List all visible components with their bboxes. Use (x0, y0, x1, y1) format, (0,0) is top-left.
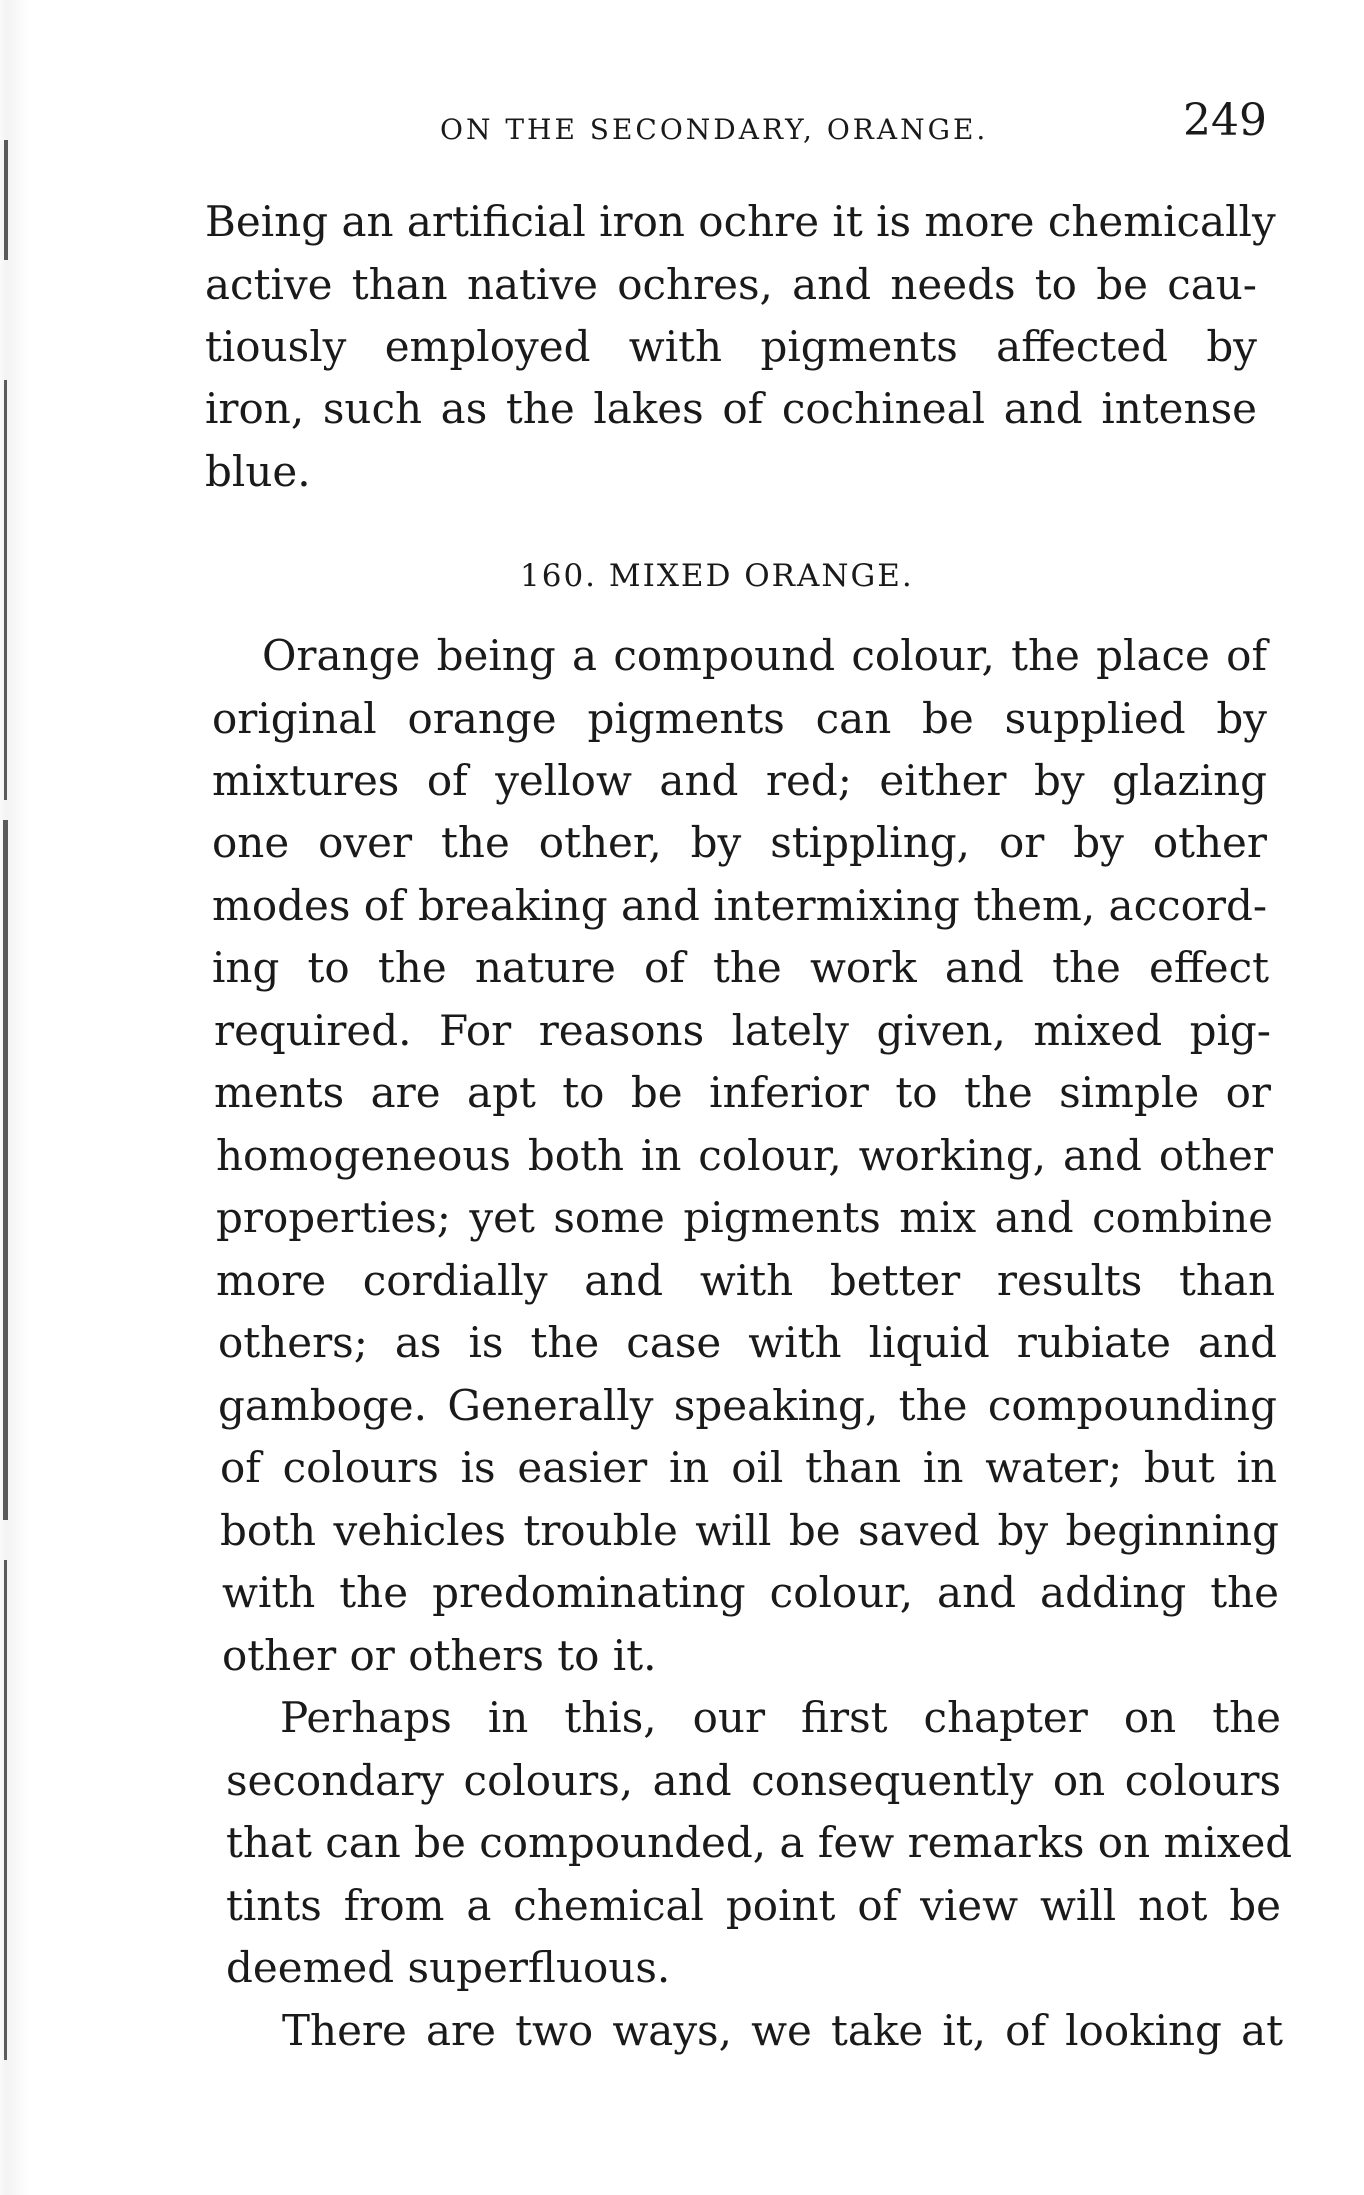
text-line: iron, such as the lakes of cochineal and intense (205, 384, 1257, 433)
text-line: original orange pigments can be supplied by (212, 694, 1267, 743)
text-line: secondary colours, and consequently on colours (226, 1756, 1281, 1805)
text-line: homogeneous both in colour, working, and other (216, 1131, 1273, 1180)
text-line: deemed superfluous. (226, 1943, 671, 1992)
text-line: that can be compounded, a few remarks on mixed (226, 1818, 1293, 1867)
text-line: blue. (205, 447, 311, 496)
text-line: properties; yet some pigments mix and combine (216, 1193, 1273, 1242)
text-line: Perhaps in this, our first chapter on the (280, 1693, 1281, 1742)
binding-shadow (4, 1560, 7, 2060)
text-line: Orange being a compound colour, the place of (262, 631, 1267, 680)
text-line: with the predominating colour, and adding the (222, 1568, 1279, 1617)
text-line: tints from a chemical point of view will not be (226, 1881, 1281, 1930)
text-line: more cordially and with better results than (216, 1256, 1275, 1305)
section-heading: 160. MIXED ORANGE. (520, 558, 914, 594)
text-line: of colours is easier in oil than in water; but in (220, 1443, 1277, 1492)
running-title: ON THE SECONDARY, ORANGE. (440, 113, 989, 146)
text-line: required. For reasons lately given, mixed pig- (214, 1006, 1271, 1055)
text-line: mixtures of yellow and red; either by glazing (212, 756, 1267, 805)
binding-shadow (4, 140, 8, 260)
text-line: gamboge. Generally speaking, the compounding (218, 1381, 1277, 1430)
text-line: tiously employed with pigments affected by (205, 322, 1257, 371)
text-line: other or others to it. (222, 1631, 657, 1680)
page-header (0, 95, 1364, 155)
page-number: 249 (1183, 95, 1267, 146)
text-line: both vehicles trouble will be saved by beginning (220, 1506, 1279, 1555)
text-line: modes of breaking and intermixing them, accord- (212, 881, 1268, 930)
text-line: Being an artificial iron ochre it is more chemically (205, 197, 1276, 246)
text-line: one over the other, by stippling, or by other (212, 818, 1267, 867)
binding-shadow (4, 380, 7, 800)
text-line: active than native ochres, and needs to be cau- (205, 260, 1257, 309)
binding-shadow (3, 820, 8, 1520)
text-line: ing to the nature of the work and the effect (212, 943, 1269, 992)
text-line: There are two ways, we take it, of looking at (282, 2006, 1283, 2055)
text-line: ments are apt to be inferior to the simple or (214, 1068, 1271, 1117)
page-binding-edge (0, 0, 30, 2195)
text-line: others; as is the case with liquid rubiate and (218, 1318, 1277, 1367)
